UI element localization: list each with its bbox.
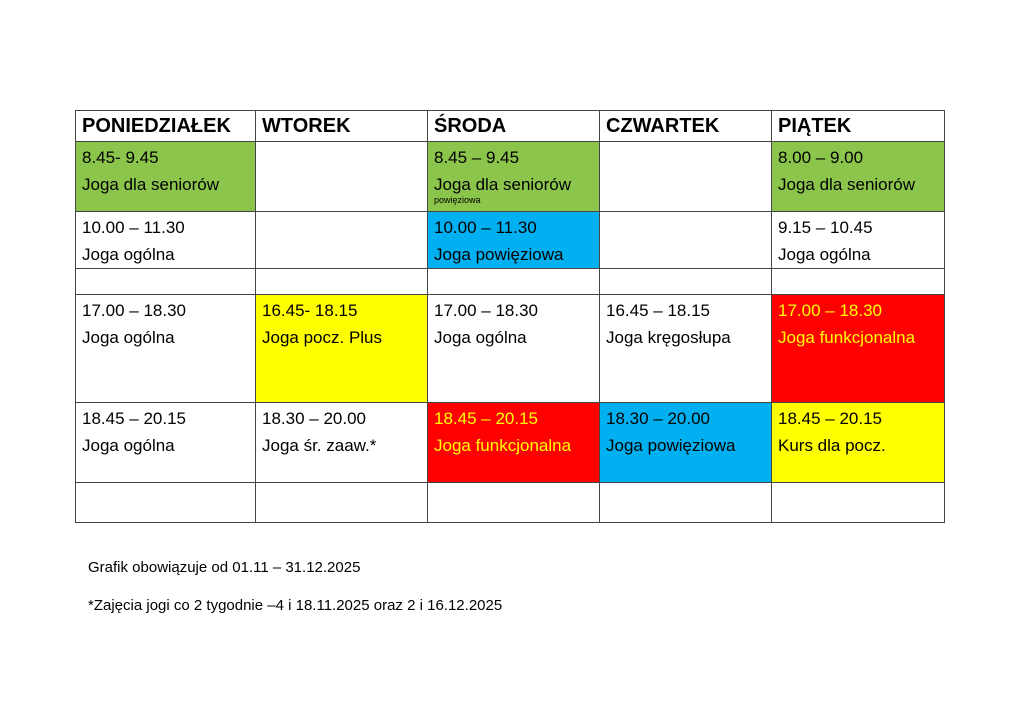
class-time: 10.00 – 11.30 (434, 218, 537, 237)
class-time: 18.45 – 20.15 (434, 409, 538, 428)
schedule-cell (76, 142, 256, 212)
class-name: Joga ogólna (434, 328, 527, 347)
class-name: Kurs dla pocz. (778, 436, 886, 455)
schedule-cell (428, 142, 600, 212)
day-header-monday: PONIEDZIAŁEK (76, 111, 256, 142)
schedule-body (76, 142, 945, 523)
schedule-cell (600, 212, 772, 269)
class-name: Joga ogólna (82, 436, 175, 455)
class-name: Joga powięziowa (606, 436, 736, 455)
schedule-row (76, 295, 945, 403)
class-time: 10.00 – 11.30 (82, 218, 185, 237)
schedule-row (76, 212, 945, 269)
schedule-cell (256, 403, 428, 483)
class-time: 16.45 – 18.15 (606, 301, 710, 320)
schedule-cell (256, 142, 428, 212)
schedule-cell (428, 269, 600, 295)
header-row (76, 111, 945, 142)
class-name: Joga dla seniorów (434, 175, 572, 194)
class-name: Joga ogólna (82, 245, 175, 264)
class-subnote: powięziowa (434, 195, 481, 205)
class-time: 9.15 – 10.45 (778, 218, 873, 237)
schedule-cell (428, 403, 600, 483)
schedule-cell (76, 269, 256, 295)
class-name: Joga ogólna (778, 245, 871, 264)
class-time: 17.00 – 18.30 (82, 301, 186, 320)
schedule-cell (76, 483, 256, 523)
class-name: Joga dla seniorów (82, 175, 220, 194)
schedule-cell (428, 212, 600, 269)
schedule-row (76, 403, 945, 483)
schedule-cell (256, 483, 428, 523)
class-time: 18.30 – 20.00 (262, 409, 366, 428)
schedule-cell (772, 483, 945, 523)
schedule-cell (256, 295, 428, 403)
class-name: Joga ogólna (82, 328, 175, 347)
class-time: 17.00 – 18.30 (434, 301, 538, 320)
schedule-row (76, 269, 945, 295)
schedule-cell (772, 295, 945, 403)
schedule-cell (600, 295, 772, 403)
schedule-cell (256, 212, 428, 269)
schedule-cell (76, 212, 256, 269)
class-time: 8.45 – 9.45 (434, 148, 520, 167)
class-name: Joga funkcjonalna (778, 328, 916, 347)
schedule-row (76, 142, 945, 212)
schedule-cell (76, 403, 256, 483)
schedule-cell (256, 269, 428, 295)
class-time: 8.00 – 9.00 (778, 148, 864, 167)
schedule-cell (600, 403, 772, 483)
class-time: 18.45 – 20.15 (82, 409, 186, 428)
day-header-wednesday: ŚRODA (428, 111, 600, 142)
validity-note: Grafik obowiązuje od 01.11 – 31.12.2025 (88, 559, 361, 576)
day-header-thursday: CZWARTEK (600, 111, 772, 142)
class-name: Joga powięziowa (434, 245, 564, 264)
class-time: 16.45- 18.15 (262, 301, 358, 320)
class-name: Joga śr. zaaw.* (262, 436, 377, 455)
schedule-cell (76, 295, 256, 403)
schedule-row (76, 483, 945, 523)
schedule-cell (428, 483, 600, 523)
class-name: Joga kręgosłupa (606, 328, 731, 347)
schedule-cell (600, 269, 772, 295)
schedule-cell (600, 142, 772, 212)
class-time: 18.45 – 20.15 (778, 409, 882, 428)
schedule-cell (772, 142, 945, 212)
class-name: Joga funkcjonalna (434, 436, 572, 455)
class-name: Joga dla seniorów (778, 175, 916, 194)
schedule-cell (600, 483, 772, 523)
class-time: 17.00 – 18.30 (778, 301, 882, 320)
schedule-cell (772, 212, 945, 269)
day-header-friday: PIĄTEK (772, 111, 945, 142)
day-header-tuesday: WTOREK (256, 111, 428, 142)
schedule-cell (428, 295, 600, 403)
schedule-cell (772, 269, 945, 295)
class-name: Joga pocz. Plus (262, 328, 383, 347)
class-time: 18.30 – 20.00 (606, 409, 710, 428)
schedule-cell (772, 403, 945, 483)
footnote: *Zajęcia jogi co 2 tygodnie –4 i 18.11.2025 oraz 2 i 16.12.2025 (88, 597, 503, 614)
schedule-table (75, 110, 945, 523)
class-time: 8.45- 9.45 (82, 148, 159, 167)
